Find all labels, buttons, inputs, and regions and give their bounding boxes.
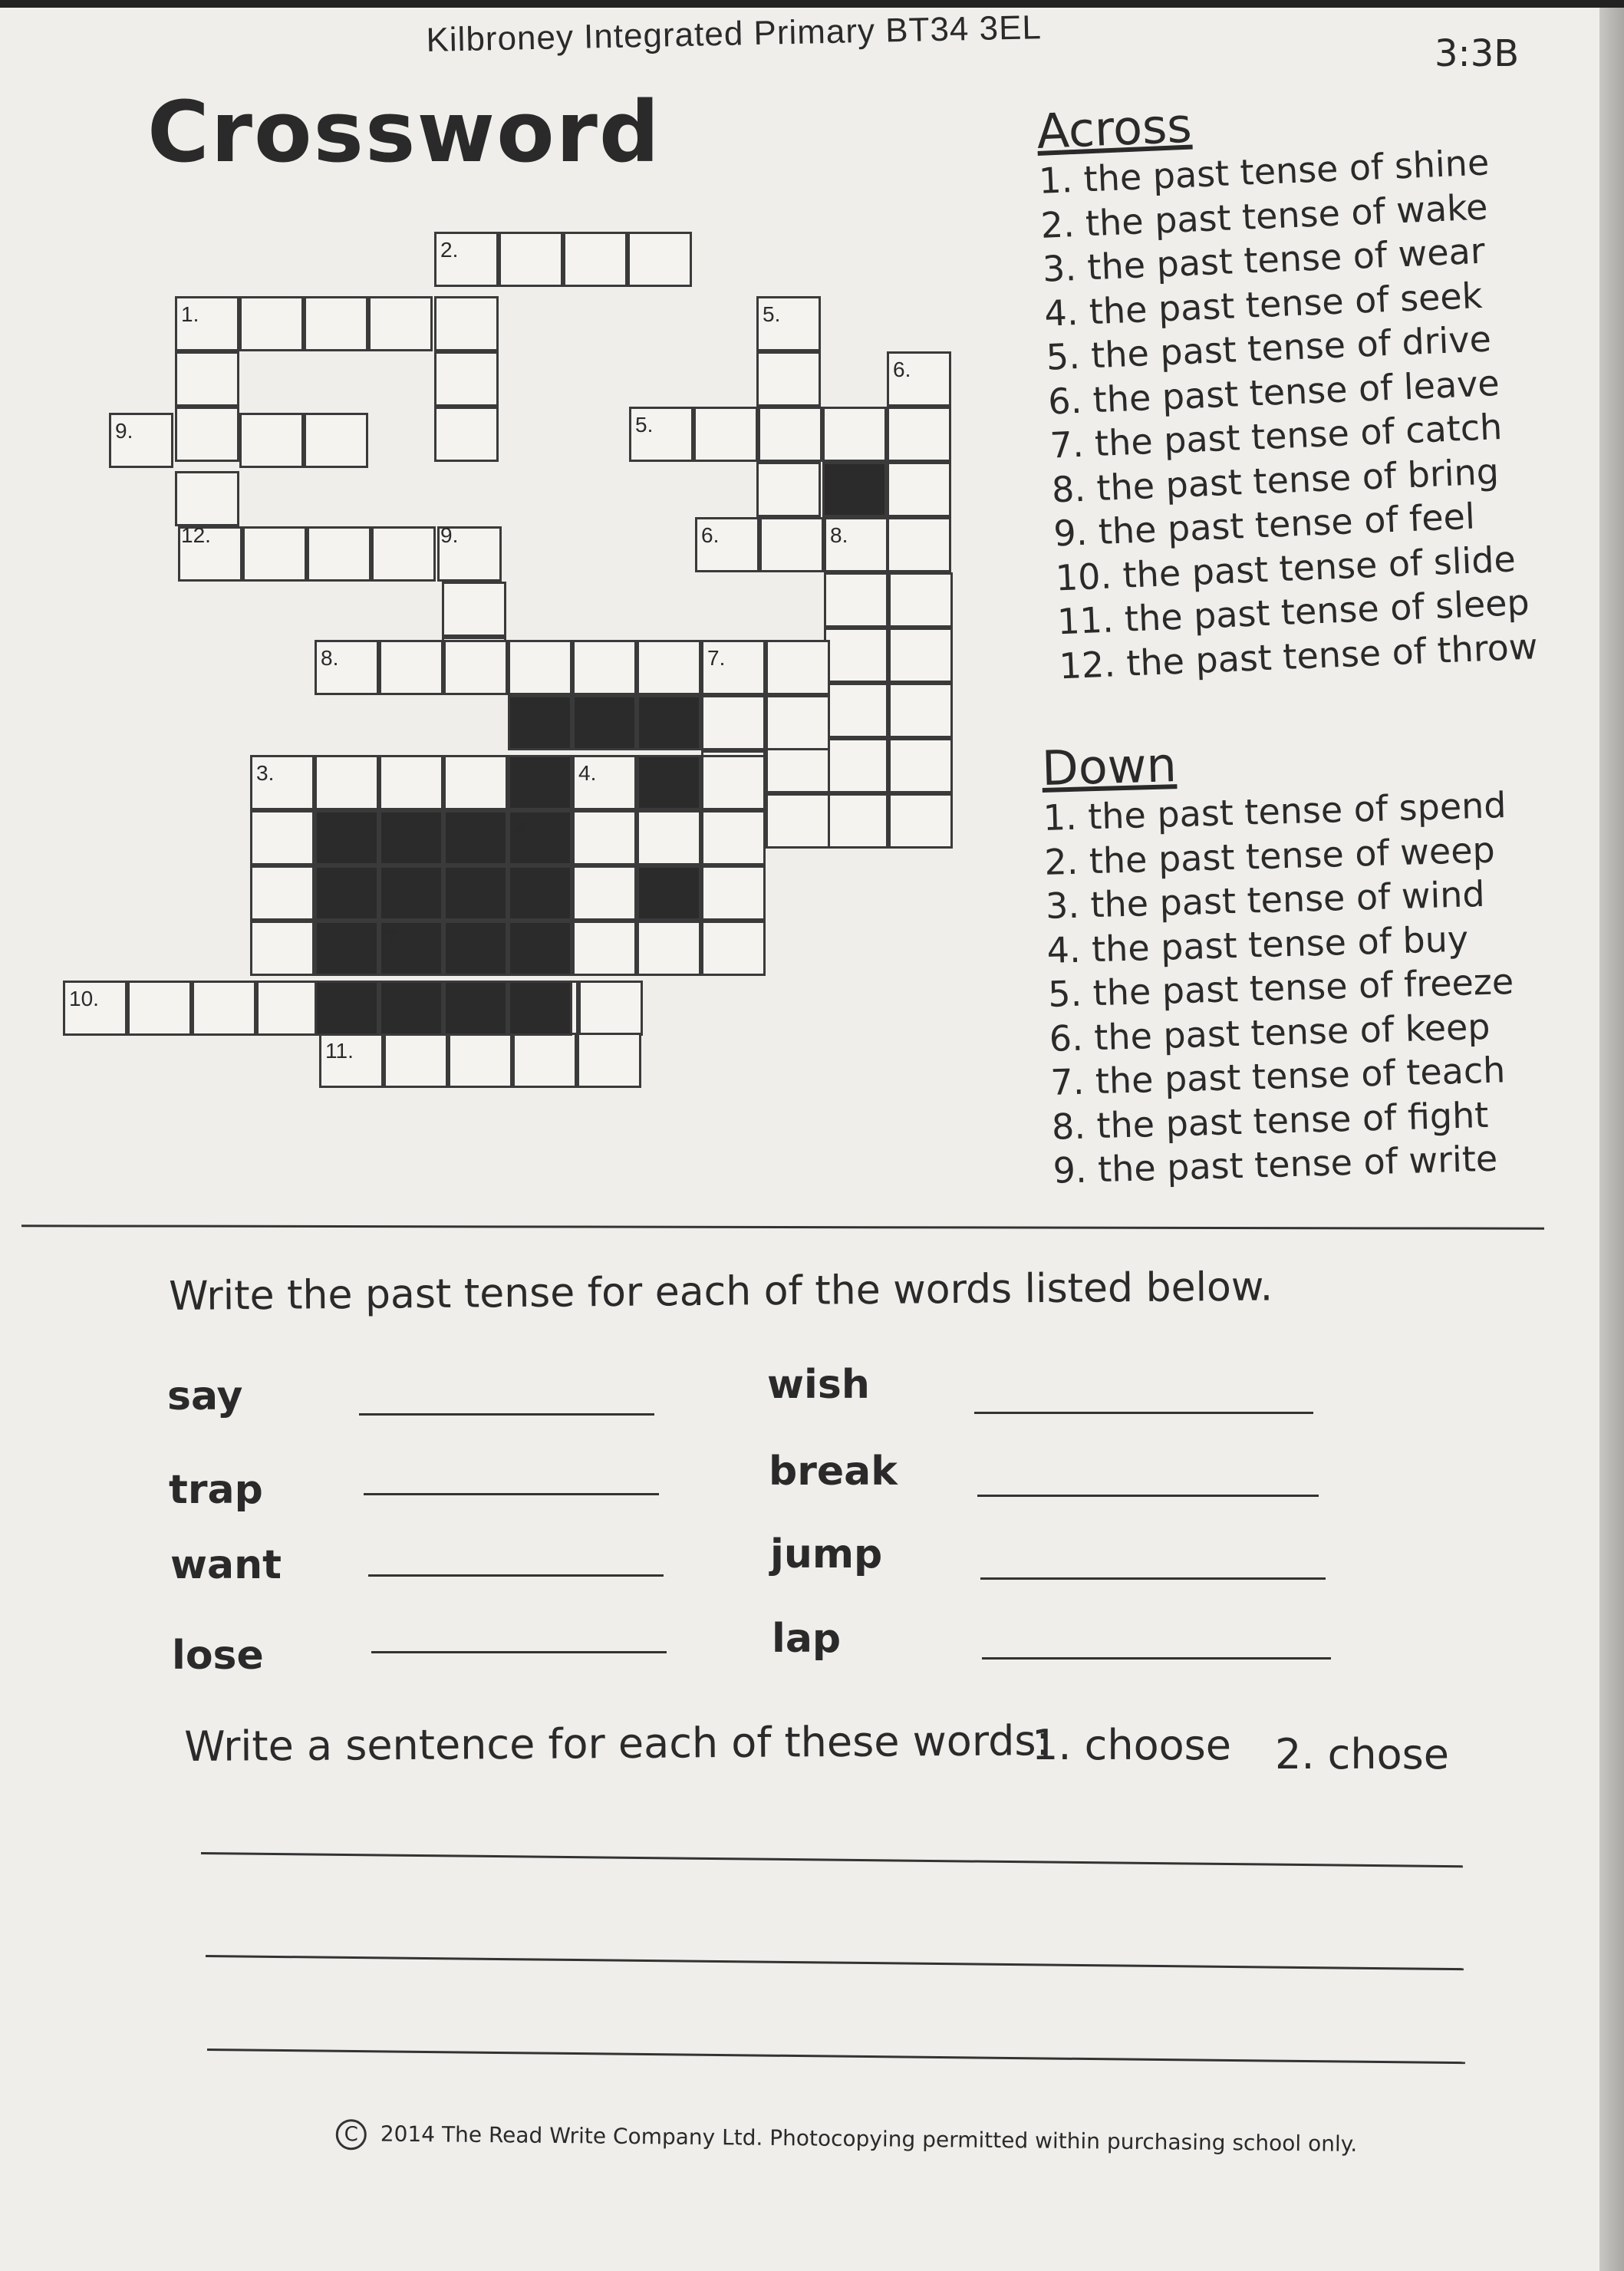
grid-clue-number: 8. bbox=[321, 646, 339, 670]
crossword-cell[interactable] bbox=[887, 517, 951, 572]
down-clue: 9. the past tense of write bbox=[1052, 1137, 1498, 1192]
grid-clue-number: 6. bbox=[701, 523, 720, 547]
crossword-cell[interactable] bbox=[379, 755, 443, 810]
crossword-black-cell bbox=[637, 695, 701, 750]
crossword-cell[interactable] bbox=[307, 526, 371, 582]
crossword-cell[interactable] bbox=[442, 582, 506, 637]
crossword-black-cell bbox=[379, 865, 443, 921]
crossword-cell[interactable] bbox=[888, 572, 953, 628]
crossword-black-cell bbox=[379, 981, 443, 1036]
answer-line-wish[interactable] bbox=[974, 1412, 1313, 1414]
across-clues bbox=[1036, 84, 1539, 688]
crossword-cell[interactable] bbox=[888, 793, 953, 849]
across-clue: 7. the past tense of catch bbox=[1049, 405, 1504, 466]
answer-line-say[interactable] bbox=[359, 1413, 654, 1416]
crossword-cell[interactable] bbox=[577, 1033, 641, 1088]
across-clue-list bbox=[1038, 140, 1538, 689]
grid-clue-number: 7. bbox=[385, 927, 404, 951]
grid-clue-number: 7. bbox=[707, 646, 726, 670]
crossword-black-cell bbox=[443, 865, 508, 921]
grid-clue-number: 6. bbox=[893, 358, 911, 381]
word-lap: lap bbox=[772, 1616, 842, 1662]
grid-clue-number: 10. bbox=[69, 987, 99, 1010]
crossword-black-cell bbox=[443, 981, 508, 1036]
crossword-black-cell bbox=[443, 810, 508, 865]
crossword-cell[interactable] bbox=[888, 683, 953, 738]
crossword-cell[interactable] bbox=[572, 640, 637, 695]
word-say: say bbox=[167, 1373, 243, 1419]
crossword-cell[interactable] bbox=[175, 471, 239, 526]
grid-clue-number: 9. bbox=[115, 419, 133, 443]
crossword-cell[interactable] bbox=[822, 407, 887, 462]
crossword-cell[interactable] bbox=[434, 351, 499, 407]
crossword-cell[interactable] bbox=[368, 296, 433, 351]
crossword-cell[interactable] bbox=[824, 628, 888, 683]
copyright-symbol: C bbox=[336, 2119, 367, 2150]
crossword-cell[interactable] bbox=[250, 921, 315, 976]
word-wish: wish bbox=[767, 1362, 870, 1408]
crossword-cell[interactable] bbox=[637, 640, 701, 695]
down-clue: 2. the past tense of weep bbox=[1043, 829, 1496, 883]
across-clue: 6. the past tense of leave bbox=[1047, 361, 1500, 423]
grid-clue-number: 3. bbox=[256, 761, 275, 785]
crossword-cell[interactable] bbox=[701, 921, 766, 976]
across-clue: 8. the past tense of bring bbox=[1050, 450, 1500, 511]
crossword-cell[interactable] bbox=[239, 296, 304, 351]
answer-line-jump[interactable] bbox=[980, 1577, 1326, 1580]
crossword-cell[interactable] bbox=[887, 407, 951, 462]
crossword-black-cell bbox=[443, 921, 508, 976]
crossword-black-cell bbox=[315, 810, 379, 865]
grid-clue-number: 11. bbox=[325, 1039, 354, 1063]
sentence-word-choose: 1. choose bbox=[1032, 1721, 1232, 1769]
crossword-cell[interactable] bbox=[888, 628, 953, 683]
crossword-cell[interactable] bbox=[250, 810, 315, 865]
crossword-cell[interactable] bbox=[766, 695, 830, 750]
crossword-black-cell bbox=[508, 865, 572, 921]
grid-clue-number: 12. bbox=[181, 523, 211, 547]
crossword-cell[interactable] bbox=[759, 517, 824, 572]
answer-line-break[interactable] bbox=[977, 1495, 1319, 1497]
answer-line-trap[interactable] bbox=[364, 1493, 659, 1495]
down-clue: 6. the past tense of keep bbox=[1049, 1005, 1491, 1060]
crossword-cell[interactable] bbox=[384, 1033, 448, 1088]
crossword-cell[interactable] bbox=[434, 407, 499, 462]
crossword-black-cell bbox=[637, 865, 701, 921]
grid-clue-number: 5. bbox=[635, 413, 654, 437]
crossword-cell[interactable] bbox=[379, 640, 443, 695]
down-clues bbox=[1041, 727, 1519, 1193]
grid-clue-number: 4. bbox=[578, 761, 597, 785]
crossword-black-cell bbox=[822, 462, 887, 517]
crossword-cell[interactable] bbox=[508, 640, 572, 695]
crossword-cell[interactable] bbox=[443, 640, 508, 695]
crossword-cell[interactable] bbox=[578, 981, 643, 1036]
crossword-cell[interactable] bbox=[637, 921, 701, 976]
crossword-black-cell bbox=[508, 921, 572, 976]
answer-line-lap[interactable] bbox=[982, 1657, 1331, 1660]
crossword-cell[interactable] bbox=[448, 1033, 512, 1088]
crossword-cell[interactable] bbox=[304, 296, 368, 351]
page-code: 3:3B bbox=[1435, 32, 1520, 75]
crossword-cell[interactable] bbox=[824, 738, 888, 793]
across-heading: Across bbox=[1036, 97, 1193, 160]
word-trap: trap bbox=[169, 1467, 263, 1513]
grid-clue-number: 8. bbox=[830, 523, 848, 547]
grid-clue-number: 9. bbox=[440, 523, 459, 547]
across-clue: 11. the past tense of sleep bbox=[1056, 581, 1530, 643]
crossword-black-cell bbox=[315, 981, 379, 1036]
crossword-cell[interactable] bbox=[499, 232, 563, 287]
crossword-cell[interactable] bbox=[434, 296, 499, 351]
crossword-black-cell bbox=[315, 865, 379, 921]
across-clue: 2. the past tense of wake bbox=[1039, 185, 1489, 246]
crossword-cell[interactable] bbox=[701, 865, 766, 921]
crossword-cell[interactable] bbox=[756, 351, 821, 407]
exercise-instruction: Write the past tense for each of the words listed below. bbox=[169, 1264, 1273, 1320]
word-break: break bbox=[769, 1449, 898, 1495]
across-clue: 9. the past tense of feel bbox=[1052, 495, 1476, 555]
crossword-black-cell bbox=[572, 695, 637, 750]
crossword-cell[interactable] bbox=[824, 572, 888, 628]
crossword-black-cell bbox=[508, 755, 572, 810]
crossword-cell[interactable] bbox=[887, 462, 951, 517]
crossword-cell[interactable] bbox=[315, 755, 379, 810]
grid-clue-number: 5. bbox=[763, 302, 781, 326]
down-clue: 4. the past tense of buy bbox=[1046, 918, 1469, 971]
crossword-cell[interactable] bbox=[175, 407, 239, 462]
crossword-cell[interactable] bbox=[192, 981, 256, 1036]
grid-clue-number: 2. bbox=[440, 238, 459, 262]
down-clue: 3. the past tense of wind bbox=[1045, 872, 1486, 927]
word-want: want bbox=[170, 1542, 282, 1588]
sentence-word-chose: 2. chose bbox=[1275, 1730, 1449, 1778]
crossword-cell[interactable] bbox=[824, 683, 888, 738]
crossword-cell[interactable] bbox=[175, 351, 239, 407]
crossword-cell[interactable] bbox=[701, 695, 766, 750]
crossword-cell[interactable] bbox=[758, 407, 822, 462]
across-clue: 4. the past tense of seek bbox=[1043, 274, 1484, 335]
copyright-text: 2014 The Read Write Company Ltd. Photocopying permitted within purchasing school only. bbox=[380, 2121, 1358, 2157]
across-clue: 12. the past tense of throw bbox=[1058, 625, 1539, 687]
crossword-cell[interactable] bbox=[766, 793, 830, 849]
answer-line-want[interactable] bbox=[368, 1574, 664, 1577]
down-clue: 7. the past tense of teach bbox=[1049, 1049, 1506, 1103]
crossword-cell[interactable] bbox=[256, 981, 321, 1036]
crossword-black-cell bbox=[508, 695, 572, 750]
page-title: Crossword bbox=[147, 83, 661, 181]
crossword-cell[interactable] bbox=[572, 810, 637, 865]
crossword-cell[interactable] bbox=[693, 407, 758, 462]
crossword-black-cell bbox=[379, 810, 443, 865]
crossword-cell[interactable] bbox=[443, 755, 508, 810]
across-clue: 1. the past tense of shine bbox=[1038, 141, 1491, 202]
crossword-cell[interactable] bbox=[371, 526, 436, 582]
crossword-cell[interactable] bbox=[127, 981, 192, 1036]
crossword-cell[interactable] bbox=[572, 921, 637, 976]
across-clue: 10. the past tense of slide bbox=[1054, 537, 1517, 598]
crossword-cell[interactable] bbox=[888, 738, 953, 793]
answer-line-lose[interactable] bbox=[371, 1651, 667, 1653]
down-clue: 5. the past tense of freeze bbox=[1047, 960, 1514, 1015]
crossword-cell[interactable] bbox=[756, 462, 821, 517]
crossword-black-cell bbox=[315, 921, 379, 976]
crossword-cell[interactable] bbox=[824, 793, 888, 849]
across-clue: 5. the past tense of drive bbox=[1045, 318, 1492, 378]
school-header: Kilbroney Integrated Primary BT34 3EL bbox=[426, 8, 1043, 59]
book-page-edge bbox=[1599, 0, 1624, 2271]
across-clue: 3. the past tense of wear bbox=[1041, 229, 1486, 290]
down-heading: Down bbox=[1041, 737, 1178, 796]
crossword-cell[interactable] bbox=[563, 232, 628, 287]
sentence-instruction: Write a sentence for each of these words: bbox=[184, 1716, 1050, 1771]
grid-clue-number: 4. bbox=[514, 816, 532, 840]
crossword-cell[interactable] bbox=[701, 755, 766, 810]
down-clue-list bbox=[1043, 783, 1519, 1193]
down-clue: 1. the past tense of spend bbox=[1043, 784, 1507, 839]
crossword-cell[interactable] bbox=[242, 526, 307, 582]
word-lose: lose bbox=[172, 1633, 264, 1679]
crossword-cell[interactable] bbox=[239, 413, 304, 468]
crossword-black-cell bbox=[508, 981, 572, 1036]
crossword-cell[interactable] bbox=[250, 865, 315, 921]
crossword-cell[interactable] bbox=[766, 640, 830, 695]
crossword-cell[interactable] bbox=[512, 1033, 577, 1088]
grid-clue-number: 1. bbox=[181, 302, 199, 326]
crossword-black-cell bbox=[637, 755, 701, 810]
crossword-cell[interactable] bbox=[628, 232, 692, 287]
word-jump: jump bbox=[770, 1531, 883, 1577]
down-clue: 8. the past tense of fight bbox=[1051, 1093, 1489, 1148]
top-shadow-strip bbox=[0, 0, 1624, 8]
crossword-cell[interactable] bbox=[572, 865, 637, 921]
crossword-cell[interactable] bbox=[304, 413, 368, 468]
crossword-cell[interactable] bbox=[637, 810, 701, 865]
crossword-cell[interactable] bbox=[701, 810, 766, 865]
